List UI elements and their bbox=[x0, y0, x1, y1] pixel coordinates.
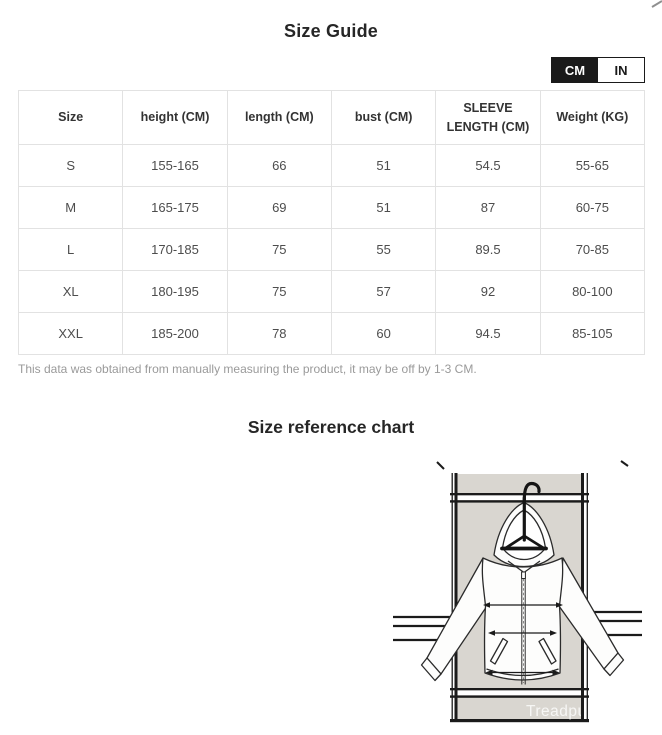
column-header-size: Size bbox=[19, 91, 123, 145]
unit-toggle-in-button[interactable]: IN bbox=[598, 58, 644, 82]
unit-toggle bbox=[551, 57, 645, 83]
column-header-length: length (CM) bbox=[227, 91, 331, 145]
table-cell: S bbox=[19, 145, 123, 187]
table-cell: 60-75 bbox=[540, 187, 644, 229]
section-title: Size reference chart bbox=[247, 417, 415, 437]
size-table bbox=[18, 90, 645, 355]
table-cell: 185-200 bbox=[123, 313, 227, 355]
table-cell: 165-175 bbox=[123, 187, 227, 229]
table-cell: 170-185 bbox=[123, 229, 227, 271]
table-cell: 80-100 bbox=[540, 271, 644, 313]
column-header-height: height (CM) bbox=[123, 91, 227, 145]
table-cell: M bbox=[19, 187, 123, 229]
table-cell: 69 bbox=[227, 187, 331, 229]
table-cell: 78 bbox=[227, 313, 331, 355]
table-cell: L bbox=[19, 229, 123, 271]
table-cell: 51 bbox=[331, 145, 435, 187]
table-cell: 51 bbox=[331, 187, 435, 229]
column-header-bust: bust (CM) bbox=[331, 91, 435, 145]
table-cell: 89.5 bbox=[436, 229, 540, 271]
measurement-disclaimer: This data was obtained from manually measuring the product, it may be off by 1-3 CM. bbox=[18, 362, 477, 376]
table-cell: 70-85 bbox=[540, 229, 644, 271]
table-row-l bbox=[19, 229, 645, 271]
corner-artifact bbox=[648, 0, 662, 8]
watermark-text: Treadpu bbox=[526, 703, 587, 720]
table-cell: 87 bbox=[436, 187, 540, 229]
unit-toggle-cm-button[interactable]: CM bbox=[552, 58, 598, 82]
table-cell: 75 bbox=[227, 271, 331, 313]
column-header-sleeve-length: SLEEVE LENGTH (CM) bbox=[436, 91, 540, 145]
table-row-m bbox=[19, 187, 645, 229]
table-cell: XL bbox=[19, 271, 123, 313]
table-cell: 57 bbox=[331, 271, 435, 313]
table-cell: 180-195 bbox=[123, 271, 227, 313]
table-cell: 75 bbox=[227, 229, 331, 271]
table-cell: 94.5 bbox=[436, 313, 540, 355]
table-cell: 85-105 bbox=[540, 313, 644, 355]
table-row-s bbox=[19, 145, 645, 187]
table-cell: 55-65 bbox=[540, 145, 644, 187]
size-table-header-row bbox=[19, 91, 645, 145]
table-cell: XXL bbox=[19, 313, 123, 355]
table-cell: 92 bbox=[436, 271, 540, 313]
table-cell: 66 bbox=[227, 145, 331, 187]
table-row-xl bbox=[19, 271, 645, 313]
table-cell: 54.5 bbox=[436, 145, 540, 187]
page-title: Size Guide bbox=[283, 21, 379, 41]
column-header-weight: Weight (KG) bbox=[540, 91, 644, 145]
table-cell: 60 bbox=[331, 313, 435, 355]
table-cell: 55 bbox=[331, 229, 435, 271]
size-reference-illustration bbox=[393, 460, 662, 730]
table-row-xxl bbox=[19, 313, 645, 355]
table-cell: 155-165 bbox=[123, 145, 227, 187]
